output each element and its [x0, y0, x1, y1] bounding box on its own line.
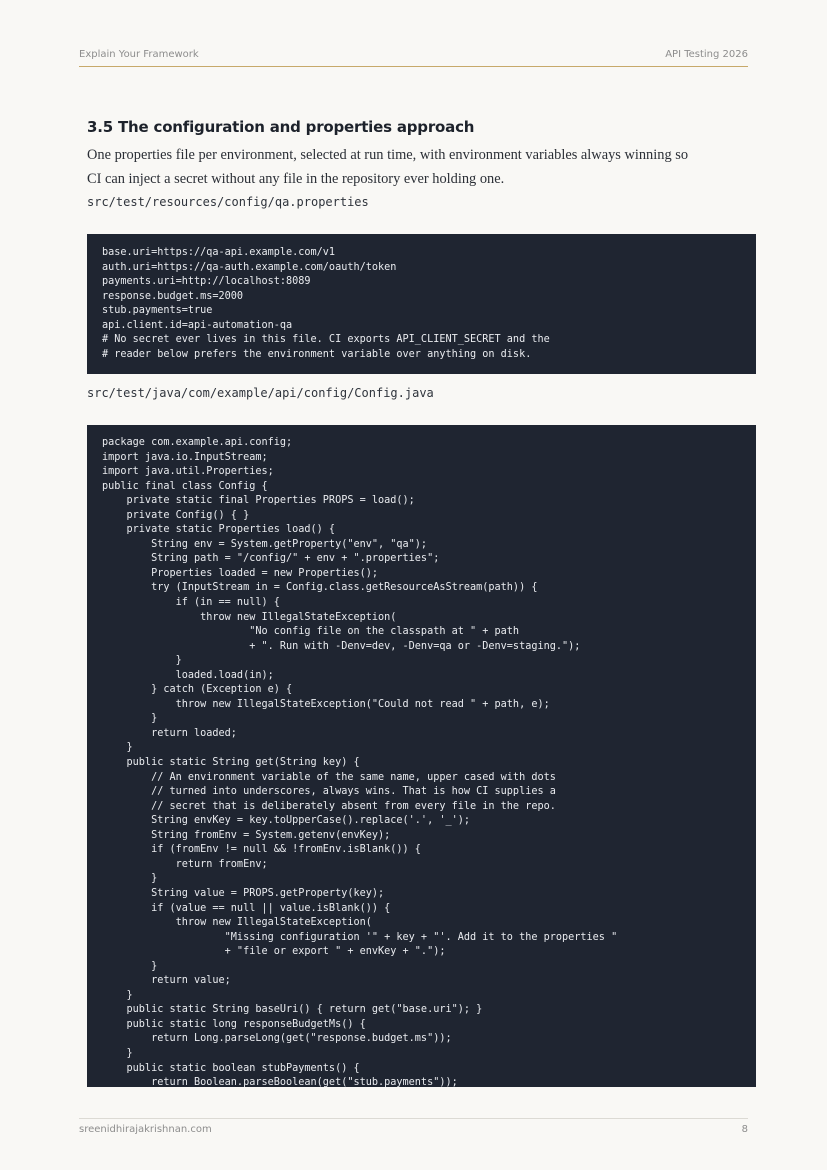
java-line: public static boolean stubPayments() {	[102, 1062, 360, 1074]
java-line: }	[102, 960, 158, 972]
java-line: return fromEnv;	[102, 858, 268, 870]
java-line: if (fromEnv != null && !fromEnv.isBlank()) {	[102, 844, 421, 856]
java-line: public static long responseBudgetMs() {	[102, 1018, 366, 1030]
page-footer	[79, 1118, 748, 1135]
java-line: package com.example.api.config;	[102, 437, 293, 448]
java-line: Properties loaded = new Properties();	[102, 567, 379, 579]
java-line: loaded.load(in);	[102, 669, 274, 681]
java-line: String fromEnv = System.getenv(envKey);	[102, 829, 391, 841]
java-line: return value;	[102, 975, 231, 987]
java-line: public static String baseUri() { return get("base.uri"); }	[102, 1004, 483, 1016]
java-code	[87, 436, 756, 1087]
java-line: if (value == null || value.isBlank()) {	[102, 902, 391, 914]
properties-code	[87, 246, 756, 362]
java-line: private Config() { }	[102, 509, 250, 521]
java-line: + ". Run with -Denv=dev, -Denv=qa or -Denv=staging.");	[102, 640, 581, 652]
page-number: 8	[741, 1124, 748, 1135]
java-line: import java.util.Properties;	[102, 466, 274, 478]
properties-line: # reader below prefers the environment variable over anything on disk.	[102, 348, 532, 360]
intro-paragraph	[87, 143, 747, 191]
properties-line: payments.uri=http://localhost:8089	[102, 276, 311, 288]
java-line: String env = System.getProperty("env", "qa");	[102, 538, 428, 550]
java-line: public final class Config {	[102, 480, 268, 492]
intro-line-1: One properties file per environment, selected at run time, with environment variables always winning so	[87, 147, 689, 163]
properties-line: stub.payments=true	[102, 305, 213, 317]
java-line: }	[102, 713, 158, 725]
properties-line: # No secret ever lives in this file. CI exports API_CLIENT_SECRET and the	[102, 334, 550, 346]
properties-file-path: src/test/resources/config/qa.properties	[87, 195, 369, 209]
properties-line: base.uri=https://qa-api.example.com/v1	[102, 247, 336, 258]
document-title: Explain Your Framework	[79, 49, 199, 60]
java-line: }	[102, 1047, 133, 1059]
java-line: String envKey = key.toUpperCase().replace('.', '_');	[102, 815, 471, 827]
running-header	[79, 48, 748, 67]
java-code-block	[87, 425, 756, 1087]
properties-line: api.client.id=api-automation-qa	[102, 319, 293, 331]
section-heading: 3.5 The configuration and properties approach	[87, 118, 475, 136]
java-line: "No config file on the classpath at " + path	[102, 626, 520, 638]
intro-line-2: CI can inject a secret without any file in the repository ever holding one.	[87, 171, 505, 187]
java-line: private static final Properties PROPS = load();	[102, 495, 415, 507]
java-line: return Long.parseLong(get("response.budget.ms"));	[102, 1033, 452, 1045]
java-line: throw new IllegalStateException(	[102, 917, 372, 929]
properties-line: response.budget.ms=2000	[102, 290, 244, 302]
java-line: }	[102, 989, 133, 1001]
java-line: public static String get(String key) {	[102, 757, 360, 769]
properties-code-block	[87, 234, 756, 374]
java-line: if (in == null) {	[102, 597, 280, 609]
java-line: }	[102, 742, 133, 754]
java-file-path: src/test/java/com/example/api/config/Config.java	[87, 386, 434, 400]
java-line: // An environment variable of the same name, upper cased with dots	[102, 771, 556, 783]
java-line: "Missing configuration '" + key + "'. Add it to the properties "	[102, 931, 618, 943]
java-line: throw new IllegalStateException(	[102, 611, 397, 623]
java-line: try (InputStream in = Config.class.getResourceAsStream(path)) {	[102, 582, 538, 594]
java-line: // secret that is deliberately absent from every file in the repo.	[102, 800, 556, 812]
java-line: throw new IllegalStateException("Could not read " + path, e);	[102, 698, 550, 710]
java-line: return Boolean.parseBoolean(get("stub.payments"));	[102, 1077, 458, 1087]
java-line: String path = "/config/" + env + ".properties";	[102, 553, 440, 565]
java-line: return loaded;	[102, 727, 237, 739]
java-line: String value = PROPS.getProperty(key);	[102, 887, 385, 899]
java-line: private static Properties load() {	[102, 524, 336, 536]
java-line: } catch (Exception e) {	[102, 684, 293, 696]
java-line: }	[102, 873, 158, 885]
java-line: }	[102, 655, 182, 667]
document-series: API Testing 2026	[665, 49, 748, 60]
properties-line: auth.uri=https://qa-auth.example.com/oauth/token	[102, 261, 397, 273]
java-line: // turned into underscores, always wins. That is how CI supplies a	[102, 786, 556, 798]
java-line: import java.io.InputStream;	[102, 451, 268, 463]
java-line: + "file or export " + envKey + ".");	[102, 946, 446, 958]
footer-site: sreenidhirajakrishnan.com	[79, 1124, 212, 1135]
